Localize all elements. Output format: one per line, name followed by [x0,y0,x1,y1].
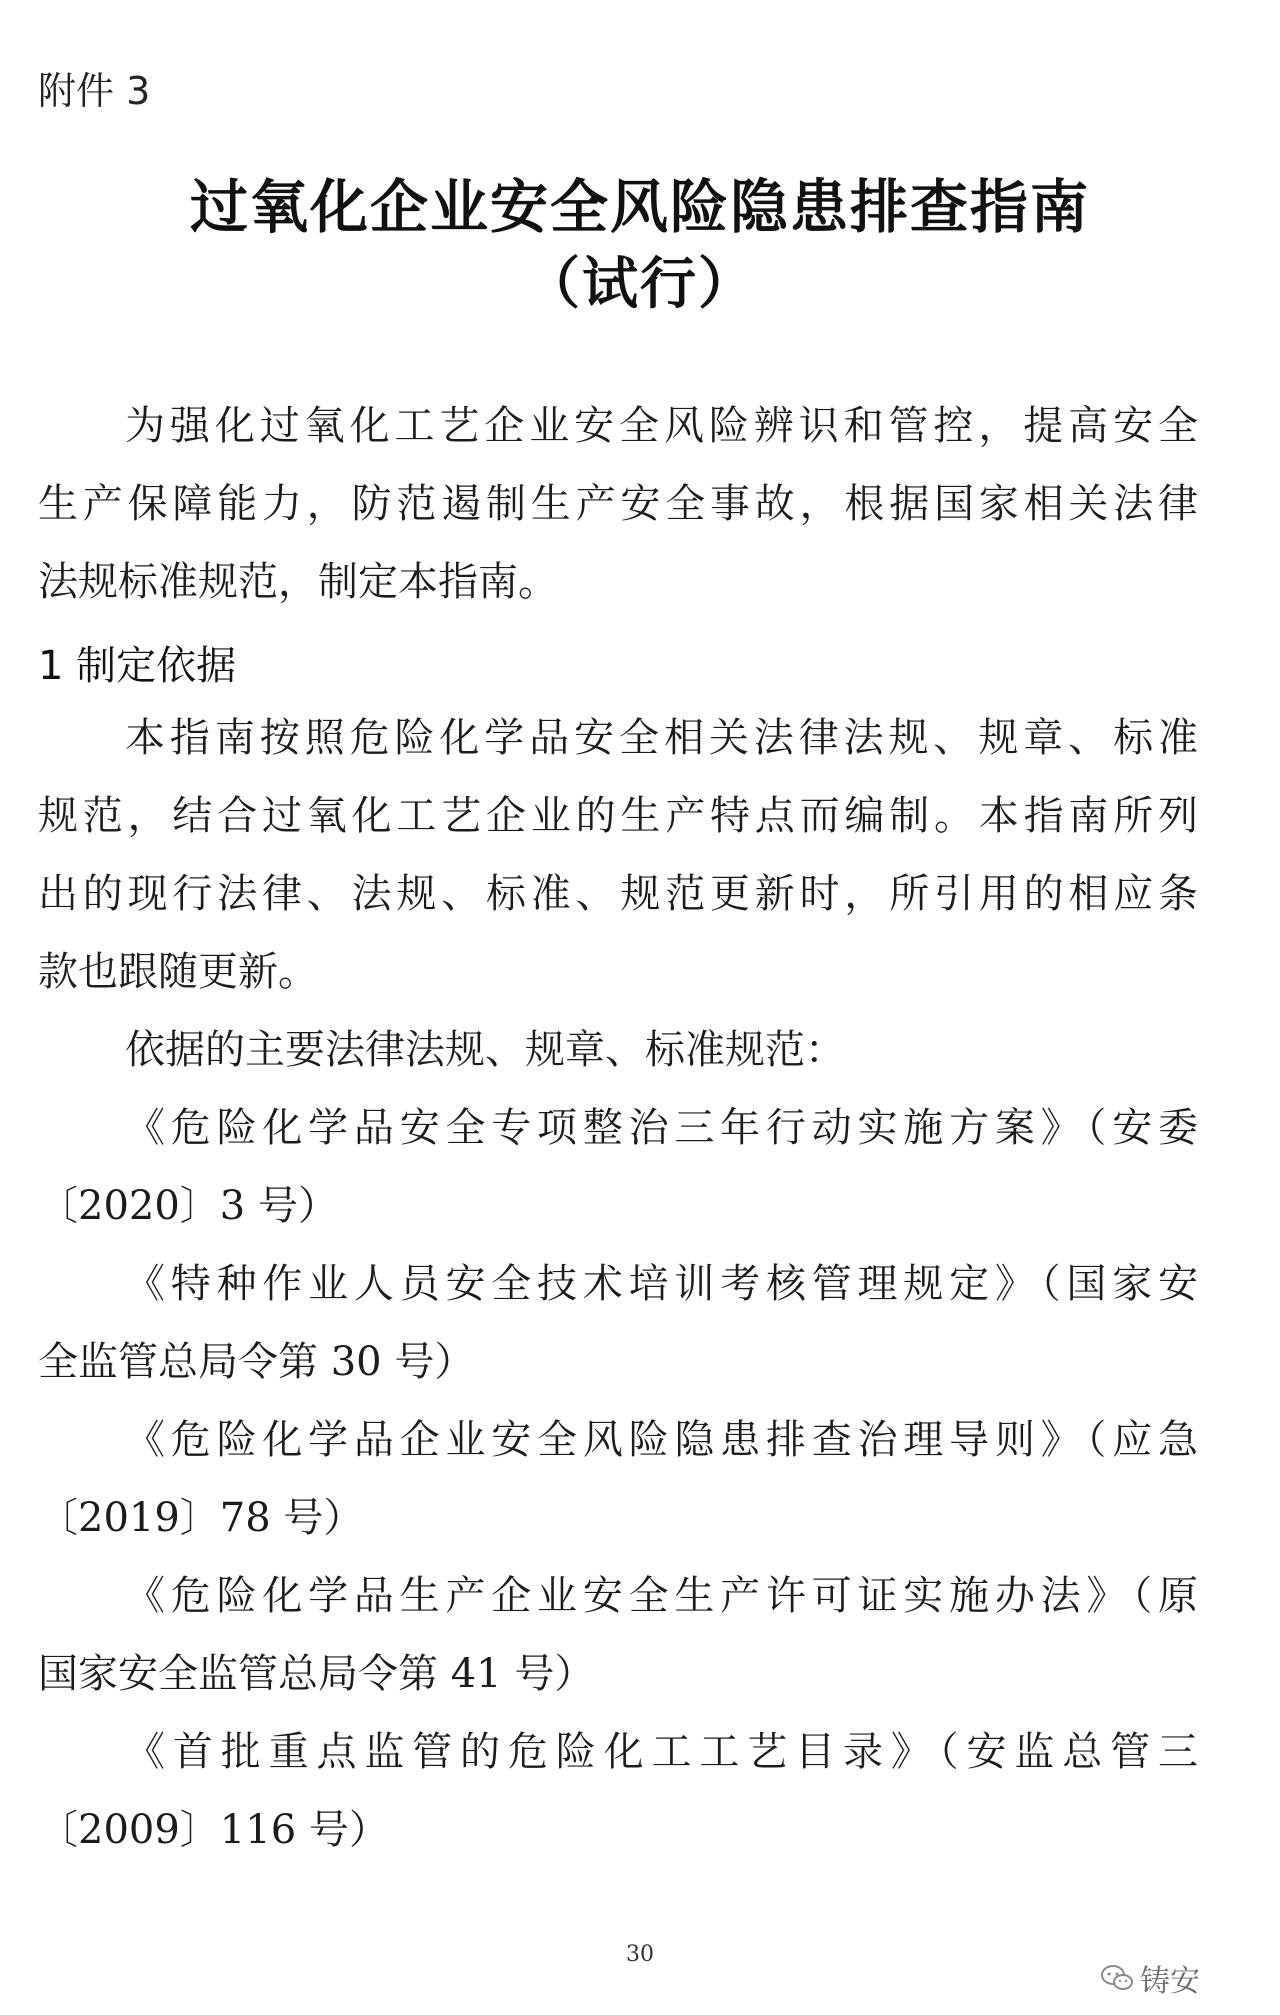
wechat-icon [1100,1963,1134,1993]
intro-line-3: 法规标准规范，制定本指南。 [38,559,558,605]
reference-line: 《首批重点监管的危险化工工艺目录》（安监总管三 [125,1729,1198,1775]
reference-line: 《危险化学品企业安全风险隐患排查治理导则》（应急 [125,1417,1198,1463]
document-subtitle: （试行） [524,252,756,317]
attachment-label: 附件 3 [38,69,151,113]
section-heading: 1 制定依据 [38,643,237,689]
watermark-text: 铸安 [1140,1964,1200,1999]
reference-line: 《危险化学品生产企业安全生产许可证实施办法》（原 [125,1573,1198,1619]
section-para-line-1: 本指南按照危险化学品安全相关法律法规、规章、标准 [125,715,1198,761]
reference-line: 〔2019〕78 号） [38,1495,364,1541]
intro-line-2: 生产保障能力，防范遏制生产安全事故，根据国家相关法律 [38,481,1198,527]
reference-line: 〔2009〕116 号） [38,1807,389,1853]
page-number: 30 [626,1942,654,1967]
section-para-line-3: 出的现行法律、法规、标准、规范更新时，所引用的相应条 [38,871,1198,917]
reference-line: 《特种作业人员安全技术培训考核管理规定》（国家安 [125,1261,1198,1307]
basis-intro: 依据的主要法律法规、规章、标准规范： [125,1027,845,1073]
reference-line: 全监管总局令第 30 号） [38,1339,475,1385]
reference-line: 〔2020〕3 号） [38,1183,338,1229]
watermark [1100,1956,1200,2000]
reference-line: 《危险化学品安全专项整治三年行动实施方案》（安委 [125,1105,1198,1151]
document-title: 过氧化企业安全风险隐患排查指南 [189,173,1090,241]
intro-line-1: 为强化过氧化工艺企业安全风险辨识和管控，提高安全 [125,403,1198,449]
section-para-line-2: 规范，结合过氧化工艺企业的生产特点而编制。本指南所列 [38,793,1198,839]
section-para-line-4: 款也跟随更新。 [38,949,318,995]
reference-line: 国家安全监管总局令第 41 号） [38,1651,595,1697]
